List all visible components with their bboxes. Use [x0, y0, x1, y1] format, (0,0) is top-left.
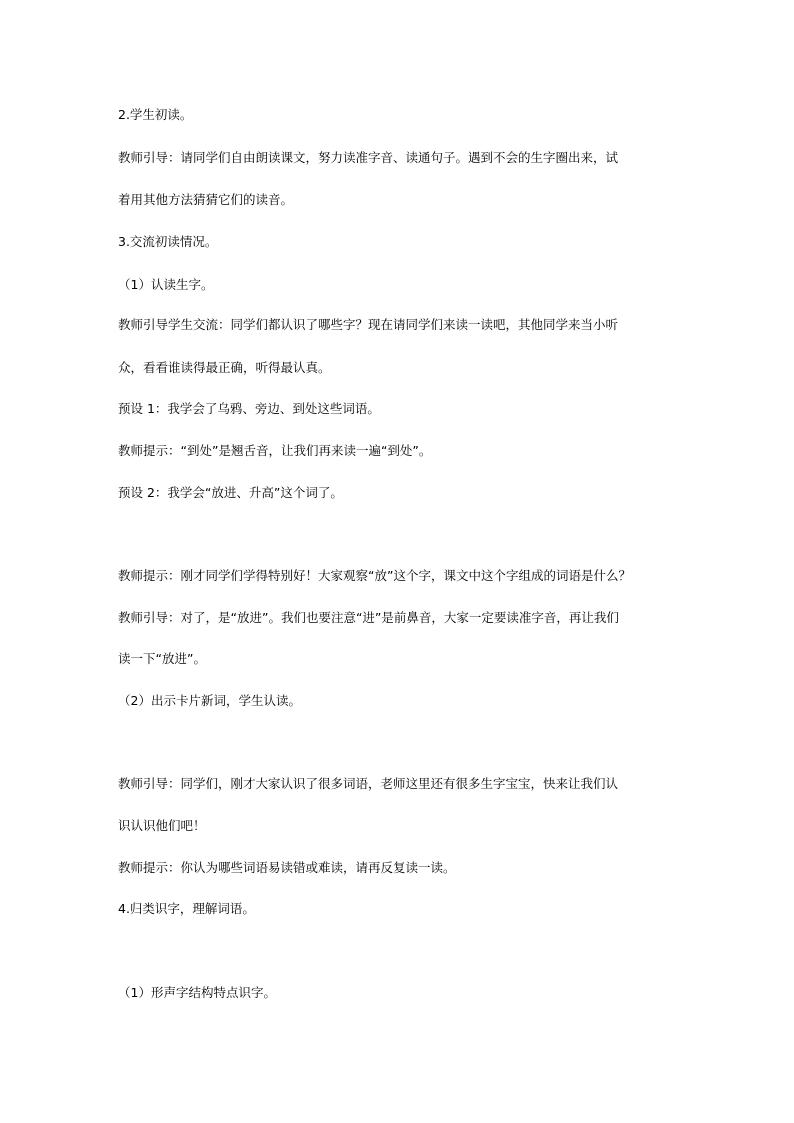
paragraph-line: 教师引导：同学们，刚才大家认识了很多词语，老师这里还有很多生字宝宝，快来让我们认	[118, 776, 619, 791]
paragraph-line: 教师引导：请同学们自由朗读课文，努力读准字音、读通句子。遇到不会的生字圈出来，试	[118, 150, 619, 165]
subsection-heading: （1）认读生字。	[118, 277, 214, 292]
paragraph-line: 众，看看谁读得最正确，听得最认真。	[118, 360, 331, 375]
paragraph-line: 教师引导学生交流：同学们都认识了哪些字？现在请同学们来读一读吧，其他同学来当小听	[118, 317, 619, 332]
subsection-heading: （1）形声字结构特点识字。	[118, 985, 276, 1000]
paragraph-line: 教师引导：对了，是“放进”。我们也要注意“进”是前鼻音，大家一定要读准字音，再让我们	[118, 610, 619, 625]
subsection-heading: （2）出示卡片新词，学生认读。	[118, 693, 301, 708]
paragraph-line: 预设 2：我学会“放进、升高”这个词了。	[118, 485, 343, 500]
paragraph-line: 教师提示：“到处”是翘舌音，让我们再来读一遍“到处”。	[118, 443, 432, 458]
paragraph-line: 教师提示：你认为哪些词语易读错或难读，请再反复读一读。	[118, 860, 456, 875]
paragraph-line: 着用其他方法猜猜它们的读音。	[118, 192, 294, 207]
step-3-heading: 3.交流初读情况。	[118, 234, 218, 249]
paragraph-line: 教师提示：刚才同学们学得特别好！大家观察“放”这个字，课文中这个字组成的词语是什么？	[118, 568, 631, 583]
step-4-heading: 4.归类识字，理解词语。	[118, 901, 255, 916]
paragraph-line: 读一下“放进”。	[118, 651, 206, 666]
paragraph-line: 识认识他们吧！	[118, 818, 206, 833]
step-2-heading: 2.学生初读。	[118, 107, 193, 122]
paragraph-line: 预设 1：我学会了乌鸦、旁边、到处这些词语。	[118, 401, 380, 416]
